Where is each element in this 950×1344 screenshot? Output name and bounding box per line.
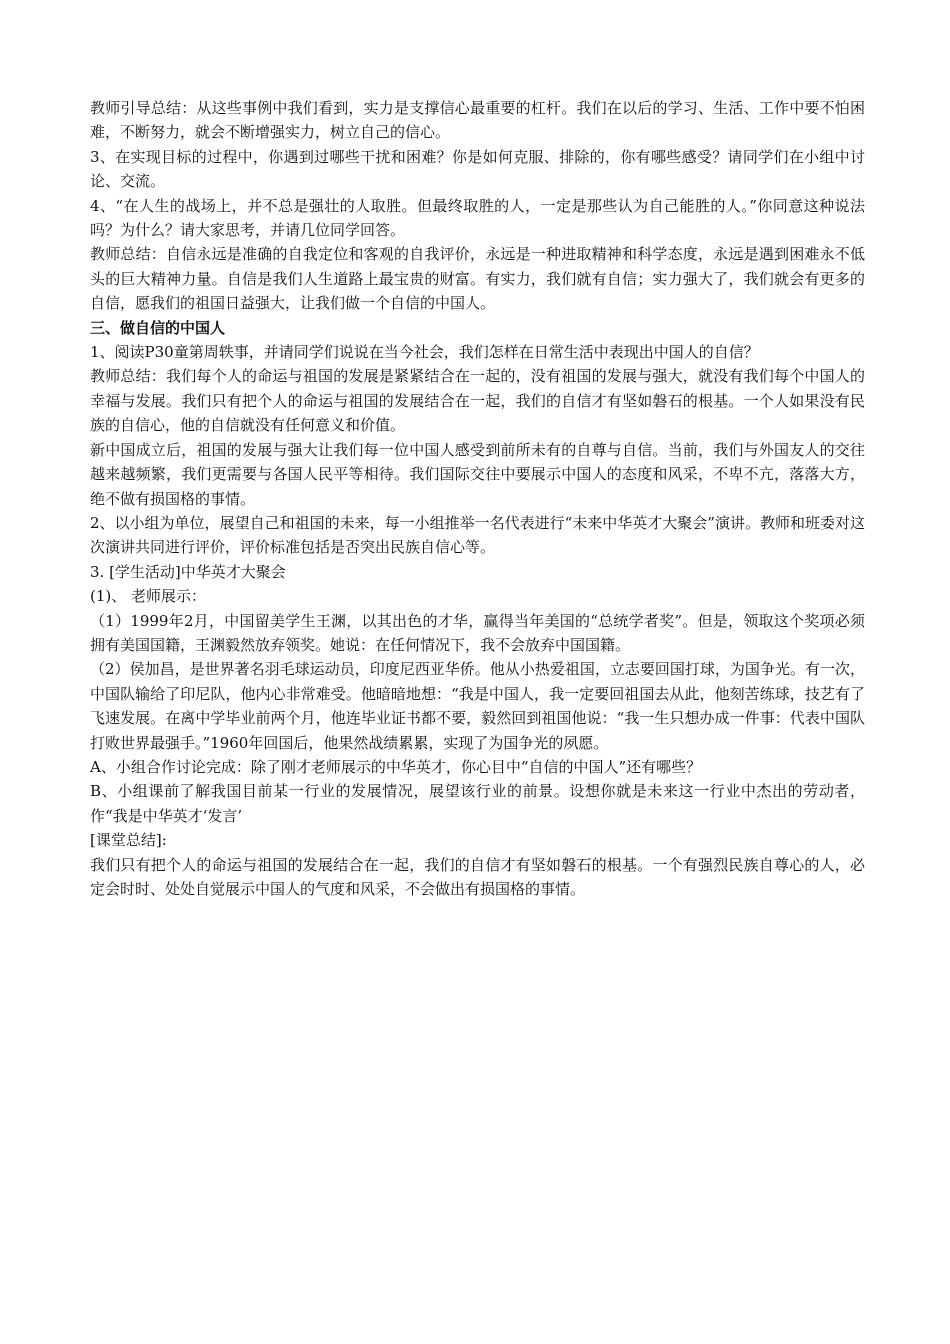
document-page <box>90 96 865 901</box>
paragraph-group-speech: 2、以小组为单位，展望自己和祖国的未来，每一小组推举一名代表进行“未来中华英才大聚会”演讲。教师和班委对这次演讲共同进行评价，评价标准包括是否突出民族自信心等。 <box>90 513 865 557</box>
paragraph-example-1: （1）1999年2月，中国留美学生王渊，以其出色的才华，赢得当年美国的“总统学者奖”。但是，领取这个奖项必须拥有美国国籍，王渊毅然放弃领奖。她说：在任何情况下，我不会放弃中国国籍。 <box>90 611 865 654</box>
paragraph-question-3: 3、在实现目标的过程中，你遇到过哪些干扰和困难？你是如何克服、排除的，你有哪些感受？请同学们在小组中讨论、交流。 <box>90 147 865 191</box>
paragraph-class-summary-label: [课堂总结]: <box>90 831 167 850</box>
paragraph-example-2: （2）侯加昌，是世界著名羽毛球运动员，印度尼西亚华侨。他从小热爱祖国，立志要回国打球，为国争光。有一次，中国队输给了印尼队，他内心非常难受。他暗暗地想：“我是中国人，我一定要回祖国去从此，他刻苦练球，技艺有了飞速发展。在离中学毕业前两个月，他连毕业证书都不要，毅然回到祖国他说：“我一生只想办成一件事：代表中国队打败世界最强手。”1960年回国后，他果然战绩累累，实现了为国争光的夙愿。 <box>90 660 865 752</box>
paragraph-task-b: B、小组课前了解我国目前某一行业的发展情况，展望该行业的前景。设想你就是未来这一行业中杰出的劳动者，作“我是中华英才‘发言’ <box>90 782 865 825</box>
paragraph-task-a: A、小组合作讨论完成：除了刚才老师展示的中华英才，你心目中“自信的中国人”还有哪些？ <box>90 757 702 776</box>
paragraph-new-china: 新中国成立后，祖国的发展与强大让我们每一位中国人感受到前所未有的自尊与自信。当前，我们与外国友人的交往越来越频繁，我们更需要与各国人民平等相待。我们国际交往中要展示中国人的态度和风采，不卑不亢，落落大方，绝不做有损国格的事情。 <box>90 440 865 508</box>
paragraph-teacher-summary-2: 教师总结：我们每个人的命运与祖国的发展是紧紧结合在一起的，没有祖国的发展与强大，就没有我们每个中国人的幸福与发展。我们只有把个人的命运与祖国的发展结合在一起，我们的自信才有坚如磐石的根基。一个人如果没有民族的自信心，他的自信就没有任何意义和价值。 <box>90 367 865 435</box>
paragraph-class-summary: 我们只有把个人的命运与祖国的发展结合在一起，我们的自信才有坚如磐石的根基。一个有强烈民族自尊心的人，必定会时时、处处自觉展示中国人的气度和风采，不会做出有损国格的事情。 <box>90 855 865 898</box>
section-heading: 三、做自信的中国人 <box>90 318 226 337</box>
paragraph-reading-task: 1、阅读P30童第周轶事，并请同学们说说在当今社会，我们怎样在日常生活中表现出中国人的自信？ <box>90 343 759 362</box>
paragraph-student-activity: 3. [学生活动]中华英才大聚会 <box>90 562 286 581</box>
paragraph-question-4: 4、“在人生的战场上，并不总是强壮的人取胜。但最终取胜的人，一定是那些认为自己能胜的人。”你同意这种说法吗？为什么？请大家思考，并请几位同学回答。 <box>90 196 865 240</box>
paragraph-teacher-display: (1)、 老师展示： <box>90 587 207 606</box>
paragraph-teacher-guided-summary: 教师引导总结：从这些事例中我们看到，实力是支撑信心最重要的杠杆。我们在以后的学习、生活、工作中要不怕困难，不断努力，就会不断增强实力，树立自己的信心。 <box>90 99 865 142</box>
paragraph-teacher-summary: 教师总结：自信永远是准确的自我定位和客观的自我评价，永远是一种进取精神和科学态度，永远是遇到困难永不低头的巨大精神力量。自信是我们人生道路上最宝贵的财富。有实力，我们就有自信；实力强大了，我们就会有更多的自信，愿我们的祖国日益强大，让我们做一个自信的中国人。 <box>90 245 865 313</box>
